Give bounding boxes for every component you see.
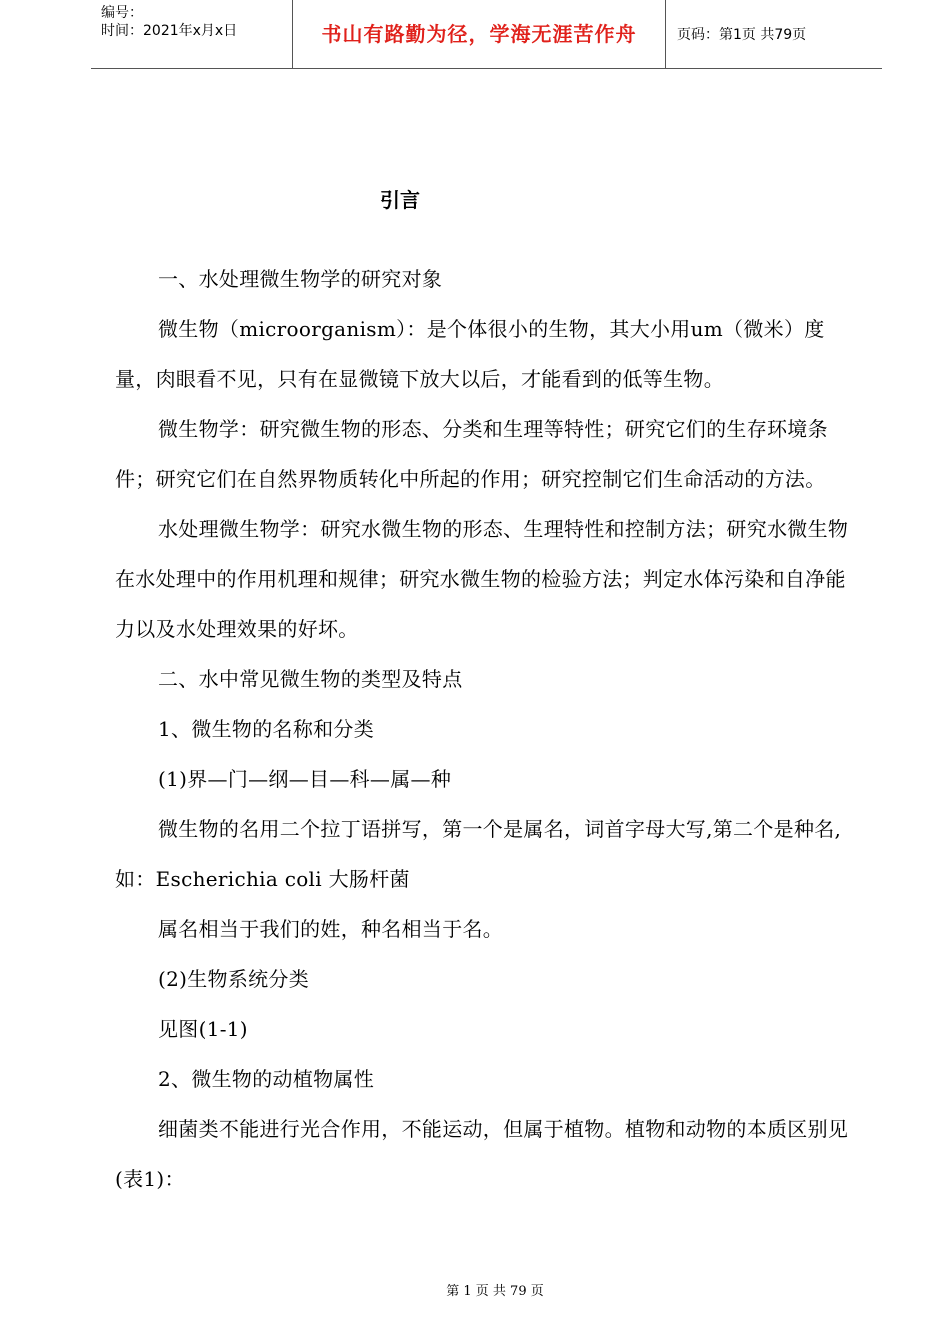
paragraph: 细菌类不能进行光合作用，不能运动，但属于植物。植物和动物的本质区别见(表1)： (115, 1117, 849, 1191)
paragraph: 2、微生物的动植物属性 (158, 1067, 375, 1091)
paragraph: 二、水中常见微生物的类型及特点 (158, 667, 463, 691)
paragraph: (2)生物系统分类 (158, 967, 310, 991)
paragraph: 微生物的名用二个拉丁语拼写，第一个是属名，词首字母大写,第二个是种名,如：Escherichia coli 大肠杆菌 (115, 817, 842, 891)
header-page-info: 页码：第1页 共79页 (677, 27, 807, 43)
header-divider (665, 0, 666, 68)
time-label: 时间：2021年x月x日 (101, 23, 238, 39)
paragraph: 属名相当于我们的姓，种名相当于名。 (158, 917, 504, 941)
paragraph: 一、水处理微生物学的研究对象 (158, 267, 443, 291)
paragraph: 水处理微生物学：研究水微生物的形态、生理特性和控制方法；研究水微生物在水处理中的作用机理和规律；研究水微生物的检验方法；判定水体污染和自净能力以及水处理效果的好坏。 (115, 517, 849, 641)
document-title: 引言 (380, 188, 420, 212)
paragraph: 微生物（microorganism）：是个体很小的生物，其大小用um（微米）度量，肉眼看不见，只有在显微镜下放大以后，才能看到的低等生物。 (115, 317, 825, 391)
serial-label: 编号： (101, 5, 143, 21)
paragraph: (1)界—门—纲—目—科—属—种 (158, 767, 452, 791)
header-meta (101, 4, 291, 40)
header-motto: 书山有路勤为径，学海无涯苦作舟 (321, 22, 637, 46)
page-header (91, 0, 882, 69)
paragraph: 见图(1-1) (158, 1017, 248, 1041)
document-body (115, 254, 855, 1204)
page-footer: 第 1 页 共 79 页 (446, 1284, 544, 1299)
paragraph: 微生物学：研究微生物的形态、分类和生理等特性；研究它们的生存环境条件；研究它们在自然界物质转化中所起的作用；研究控制它们生命活动的方法。 (115, 417, 828, 491)
paragraph: 1、微生物的名称和分类 (158, 717, 375, 741)
